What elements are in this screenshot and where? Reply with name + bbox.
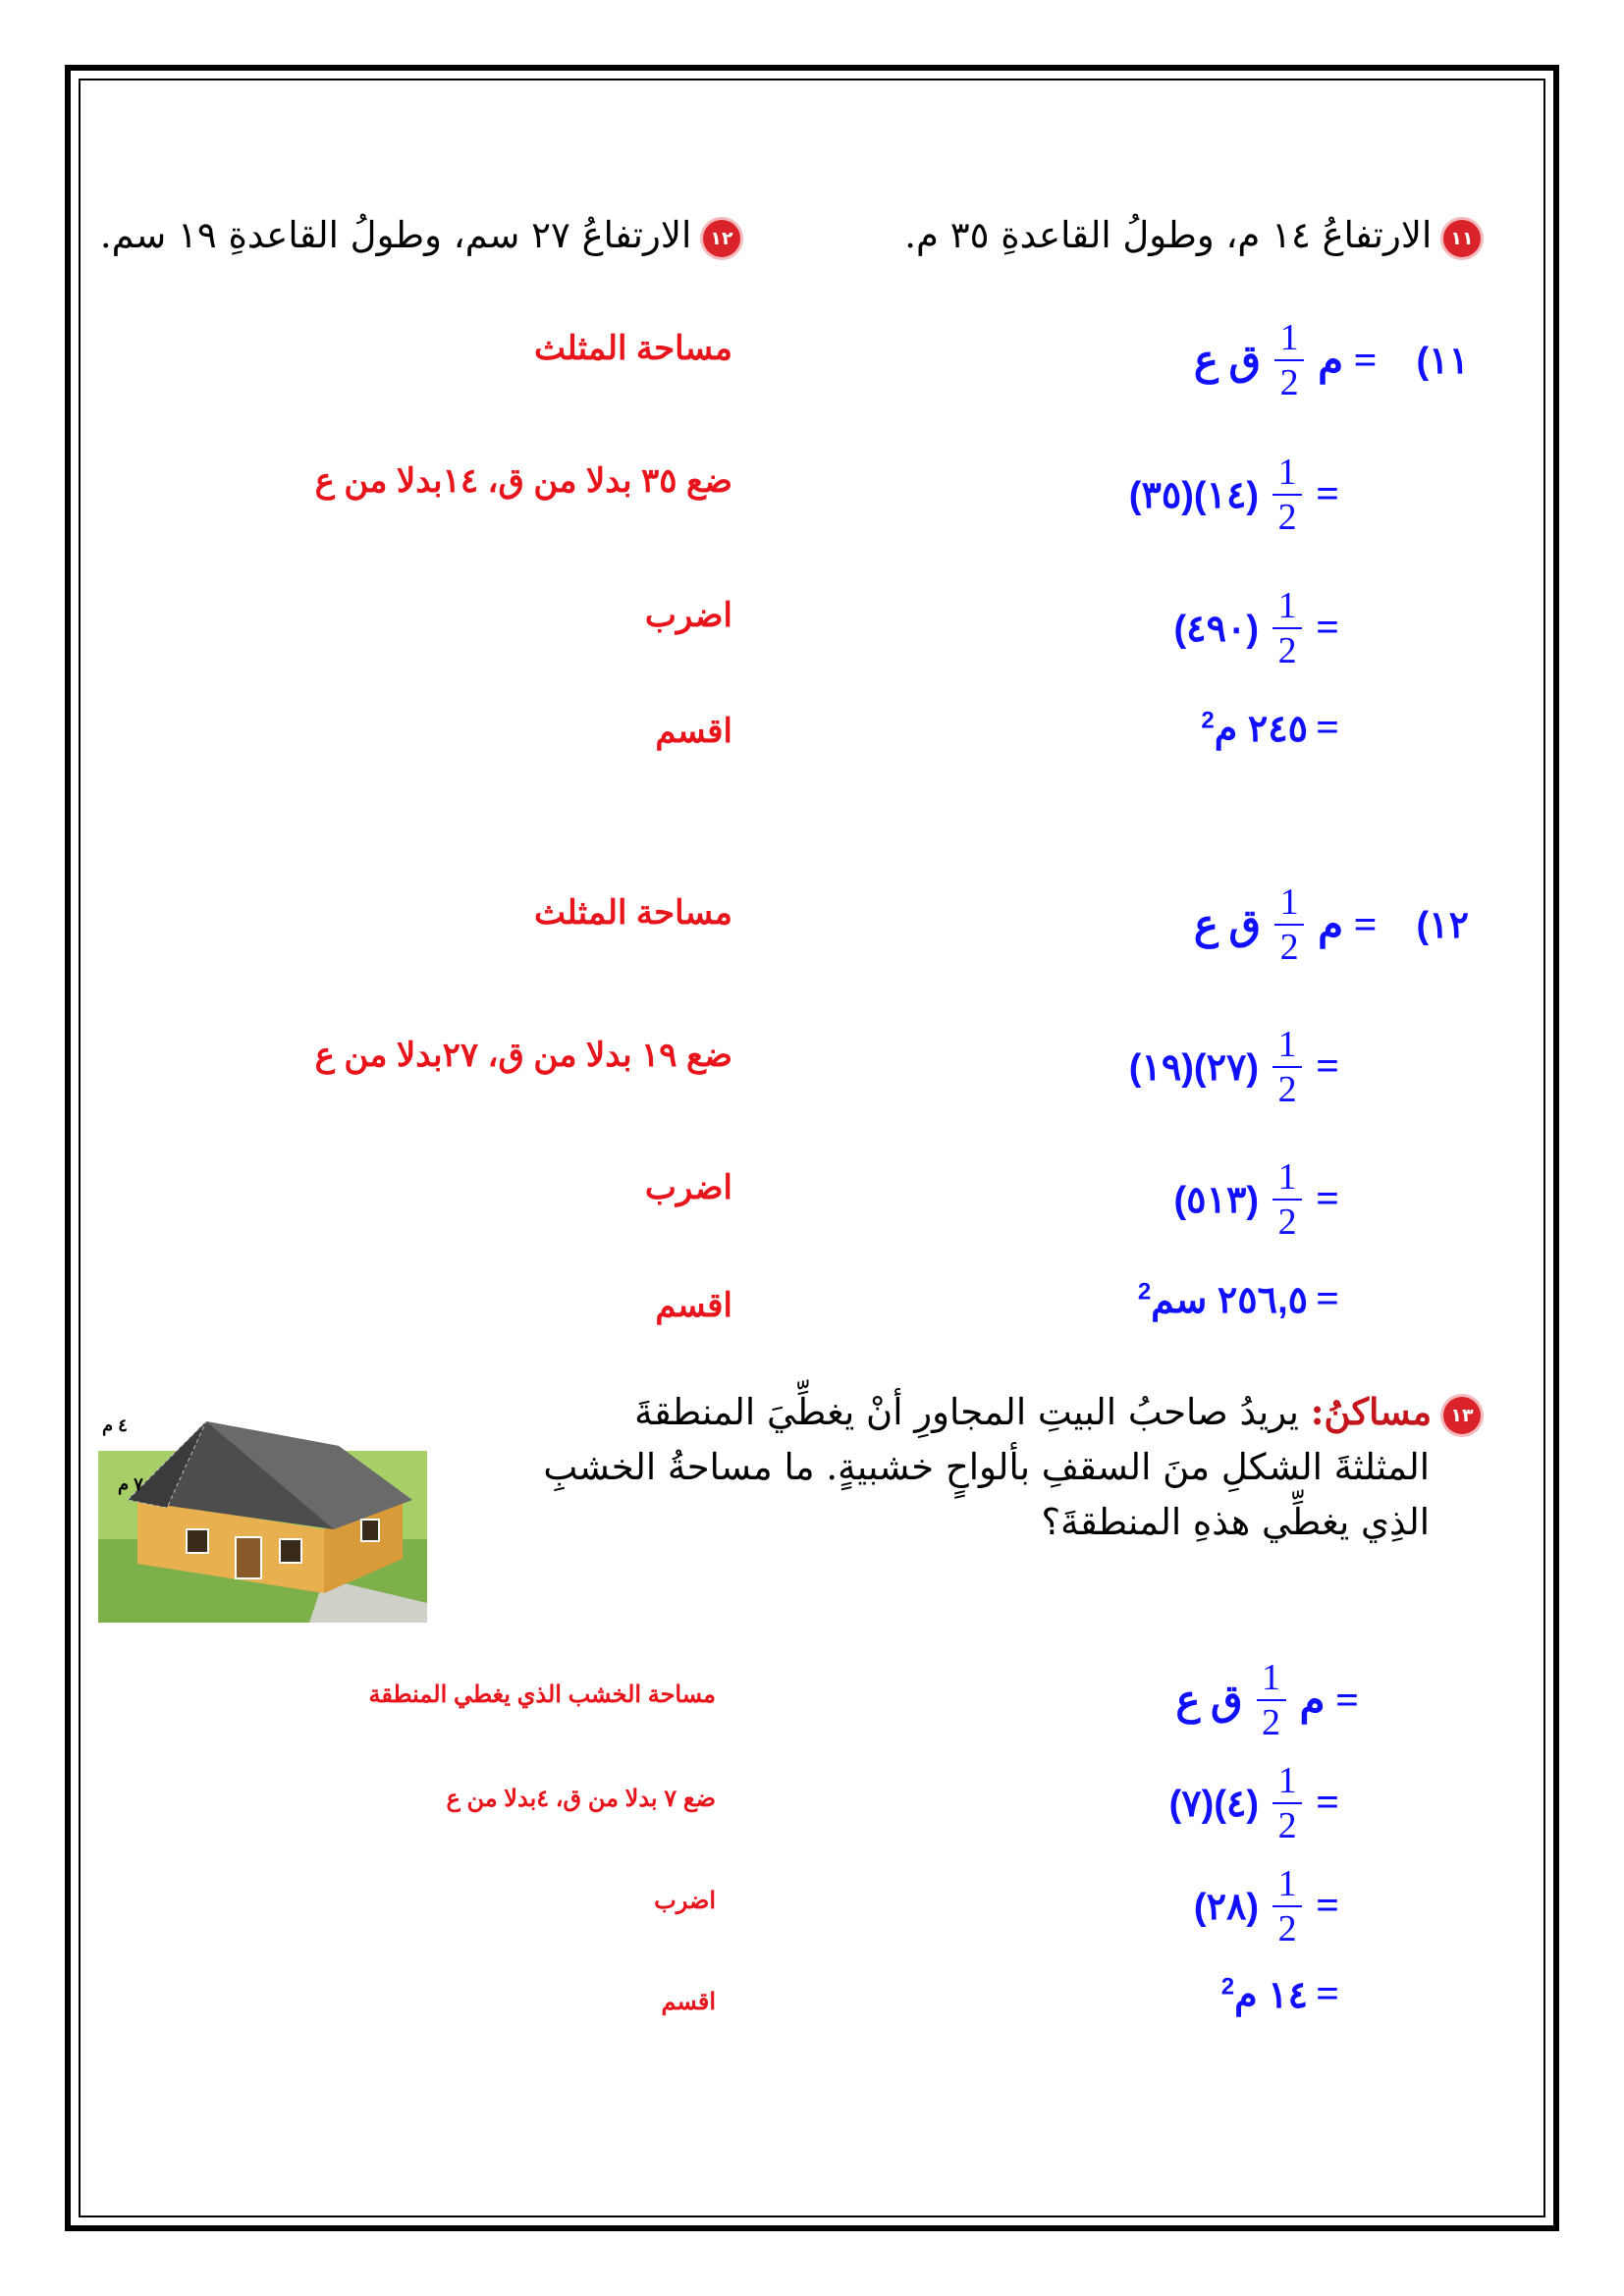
problem-13-line2: المثلثةَ الشكلِ منَ السقفِ بألواحٍ خشبيةٍ. ما مساحةُ الخشبِ	[543, 1446, 1430, 1488]
problem-11-prompt	[904, 214, 1481, 257]
sol11-step3-values: (٤٩٠)	[1173, 608, 1260, 650]
half-fraction: $\frac{1}{2}$	[1272, 587, 1302, 669]
sol13-step3: = $\frac{1}{2}$ (٢٨)	[1193, 1863, 1339, 1949]
sol11-note-1: مساحة المثلث	[534, 330, 732, 367]
problem-13-line3: الذِي يغطِّي هذهِ المنطقةَ؟	[1041, 1501, 1430, 1543]
problem-12-prompt	[100, 214, 740, 257]
sol12-step3: = $\frac{1}{2}$ (٥١٣)	[1173, 1156, 1339, 1243]
half-fraction: $\frac{1}{2}$	[1272, 1026, 1302, 1108]
sol13-note-2: ضع ٧ بدلا من ق، ٤بدلا من ع	[446, 1786, 716, 1812]
sol11-result-value: ٢٤٥ م$^2$	[1201, 706, 1309, 750]
sol11-lhs: م =	[1318, 339, 1378, 384]
sol13-note-1: مساحة الخشب الذي يغطي المنطقة	[368, 1682, 716, 1708]
problem-13-line1: يريدُ صاحبُ البيتِ المجاورِ أنْ يغطِّيَ المنطقةَ	[634, 1391, 1299, 1433]
problem-13-title: مساكنُ:	[1310, 1390, 1433, 1433]
sol13-step3-values: (٢٨)	[1193, 1886, 1260, 1928]
sol11-result: = ٢٤٥ م$^2$	[1201, 706, 1339, 751]
sol11-step2-values: (٣٥)(١٤)	[1128, 474, 1260, 516]
house-label-base: ٧ م	[118, 1474, 143, 1494]
half-fraction: $\frac{1}{2}$	[1272, 454, 1302, 536]
sol12-note-4: اقسم	[655, 1287, 732, 1324]
problem-11-text: الارتفاعُ ١٤ م، وطولُ القاعدةِ ٣٥ م.	[904, 214, 1433, 256]
sol13-note-3: اضرب	[654, 1888, 716, 1914]
sol13-rhs: ق ع	[1175, 1679, 1243, 1724]
sol11-note-4: اقسم	[655, 713, 732, 750]
sol11-formula	[1194, 319, 1469, 401]
sol12-result-value: ٢٥٦,٥ سم$^2$	[1137, 1277, 1309, 1321]
sol12-note-1: مساحة المثلث	[534, 894, 732, 932]
house-illustration	[98, 1392, 427, 1623]
problem-13-badge: ١٣	[1443, 1397, 1481, 1434]
problem-12-badge: ١٢	[703, 220, 740, 257]
sol11-rhs: ق ع	[1193, 339, 1262, 384]
half-fraction: $\frac{1}{2}$	[1272, 1865, 1302, 1948]
sol11-step3: = $\frac{1}{2}$ (٤٩٠)	[1173, 585, 1339, 671]
sol12-note-3: اضرب	[644, 1169, 732, 1206]
half-fraction: $\frac{1}{2}$	[1257, 1659, 1286, 1741]
problem-11-badge: ١١	[1443, 220, 1481, 257]
sol13-step2-values: (٧)(٤)	[1168, 1783, 1260, 1825]
sol11-step2: = $\frac{1}{2}$ (٣٥)(١٤)	[1128, 452, 1339, 538]
sol12-step2: = $\frac{1}{2}$ (١٩)(٢٧)	[1128, 1024, 1339, 1110]
sol12-result: = ٢٥٦,٥ سم$^2$	[1137, 1277, 1339, 1322]
sol12-step2-values: (١٩)(٢٧)	[1128, 1046, 1260, 1089]
sol13-result-value: ١٤ م$^2$	[1220, 1972, 1309, 2016]
sol13-result: = ١٤ م$^2$	[1220, 1972, 1339, 2017]
sol12-label: (١٢	[1416, 904, 1469, 946]
half-fraction: $\frac{1}{2}$	[1272, 1762, 1302, 1844]
house-label-height: ٤ م	[102, 1415, 128, 1435]
half-fraction: $\frac{1}{2}$	[1274, 883, 1304, 966]
sol13-formula	[1175, 1659, 1359, 1741]
half-fraction: $\frac{1}{2}$	[1274, 319, 1304, 401]
sol11-label: (١١	[1416, 340, 1469, 382]
sol11-note-3: اضرب	[644, 597, 732, 634]
half-fraction: $\frac{1}{2}$	[1272, 1158, 1302, 1241]
sol12-rhs: ق ع	[1193, 903, 1262, 948]
sol12-lhs: م =	[1318, 903, 1378, 948]
sol13-lhs: م =	[1299, 1679, 1359, 1724]
sol13-note-4: اقسم	[661, 1989, 716, 2015]
sol11-note-2: ضع ٣٥ بدلا من ق، ١٤بدلا من ع	[314, 462, 732, 500]
sol13-step2: = $\frac{1}{2}$ (٧)(٤)	[1168, 1760, 1339, 1846]
sol12-formula	[1194, 883, 1469, 966]
problem-12-text: الارتفاعُ ٢٧ سم، وطولُ القاعدةِ ١٩ سم.	[99, 214, 692, 256]
problem-13-prompt	[543, 1384, 1481, 1550]
sol12-note-2: ضع ١٩ بدلا من ق، ٢٧بدلا من ع	[314, 1037, 732, 1074]
sol12-step3-values: (٥١٣)	[1173, 1179, 1260, 1221]
